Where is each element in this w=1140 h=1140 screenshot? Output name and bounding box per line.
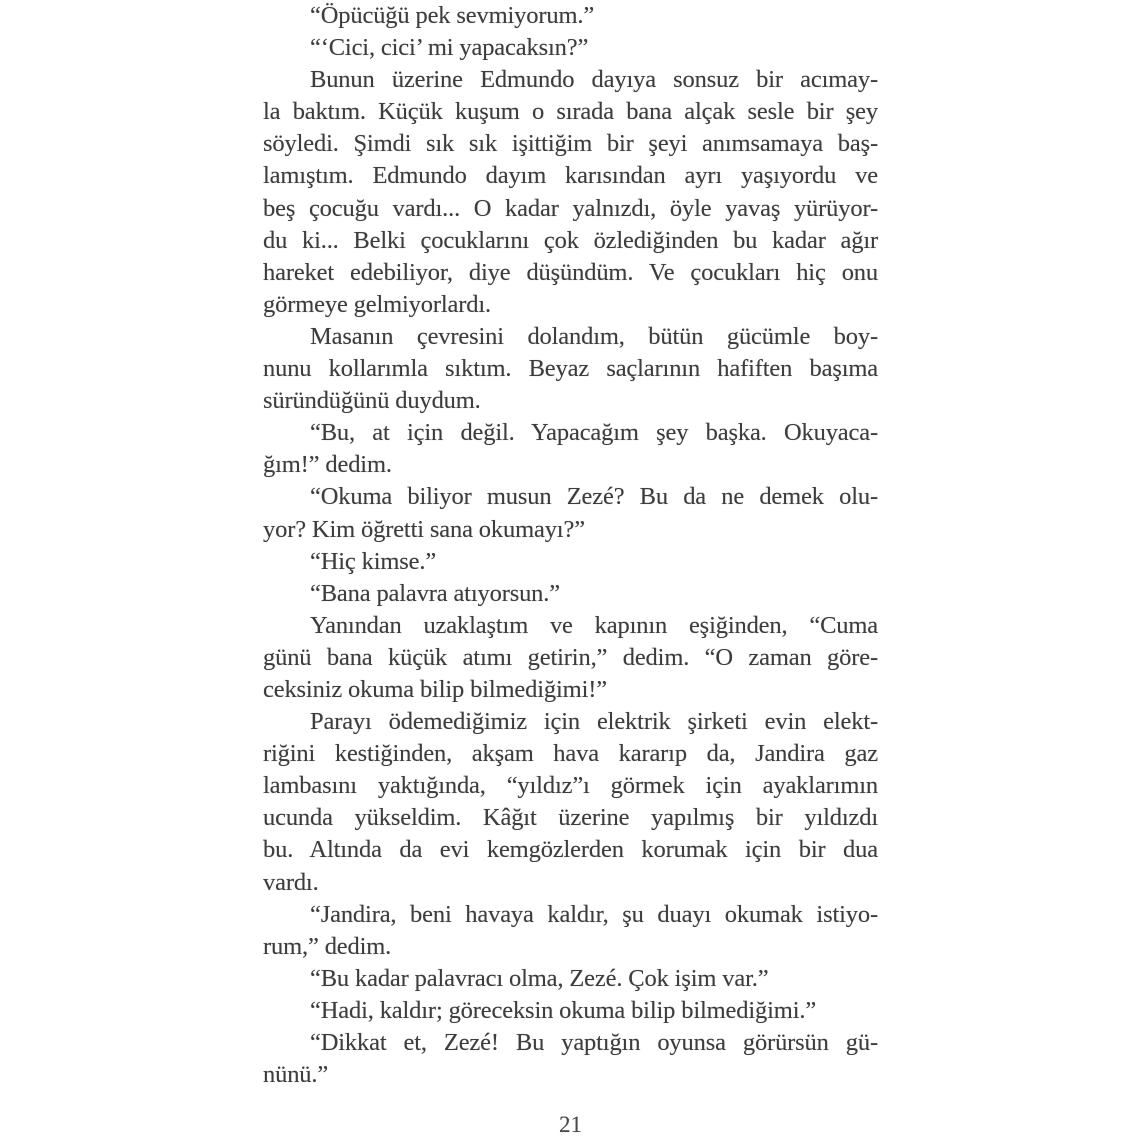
text-line: lambasını yaktığında, “yıldız”ı görmek için ayaklarımın [263, 772, 878, 800]
text-line: günü bana küçük atımı getirin,” dedim. “O zaman göre- [263, 643, 878, 671]
text-line: “Bu, at için değil. Yapacağım şey başka. Okuyaca- [310, 419, 878, 447]
text-line: du ki... Belki çocuklarını çok özlediğinden bu kadar ağır [263, 226, 878, 254]
text-line: söyledi. Şimdi sık sık işittiğim bir şeyi anımsamaya baş- [263, 130, 878, 158]
text-line: “‘Cici, cici’ mi yapacaksın?” [310, 34, 589, 62]
text-line: Bunun üzerine Edmundo dayıya sonsuz bir acımay- [310, 66, 878, 94]
text-line: nunu kollarımla sıktım. Beyaz saçlarının hafiften başıma [263, 355, 878, 383]
text-line: süründüğünü duydum. [263, 387, 481, 415]
text-line: nünü.” [263, 1061, 329, 1089]
text-line: “Bana palavra atıyorsun.” [310, 579, 560, 607]
text-line: bu. Altında da evi kemgözlerden korumak için bir dua [263, 836, 878, 864]
text-line: la baktım. Küçük kuşum o sırada bana alçak sesle bir şey [263, 98, 878, 126]
text-line: görmeye gelmiyorlardı. [263, 290, 492, 318]
text-line: Parayı ödemediğimiz için elektrik şirketi evin elekt- [310, 708, 878, 736]
text-line: “Hadi, kaldır; göreceksin okuma bilip bilmediğimi.” [310, 996, 817, 1024]
text-line: “Öpücüğü pek sevmiyorum.” [310, 2, 595, 29]
text-line: ğım!” dedim. [263, 451, 392, 479]
text-line: “Jandira, beni havaya kaldır, şu duayı okumak istiyo- [310, 900, 878, 928]
text-line: lamıştım. Edmundo dayım karısından ayrı yaşıyordu ve [263, 162, 878, 190]
text-line: “Hiç kimse.” [310, 547, 437, 575]
text-line: riğini kestiğinden, akşam hava kararıp da, Jandira gaz [263, 740, 878, 768]
text-line: Yanından uzaklaştım ve kapının eşiğinden, “Cuma [310, 611, 878, 639]
text-line: yor? Kim öğretti sana okumayı?” [263, 515, 585, 543]
text-line: vardı. [263, 868, 319, 896]
text-line: hareket edebiliyor, diye düşündüm. Ve çocukları hiç onu [263, 258, 878, 286]
text-line: ucunda yükseldim. Kâğıt üzerine yapılmış bir yıldızdı [263, 804, 878, 832]
text-line: beş çocuğu vardı... O kadar yalnızdı, öyle yavaş yürüyor- [263, 194, 878, 222]
text-line: “Okuma biliyor musun Zezé? Bu da ne demek olu- [310, 483, 878, 511]
text-line: rum,” dedim. [263, 932, 392, 960]
page-number: 21 [559, 1112, 582, 1137]
text-line: “Bu kadar palavracı olma, Zezé. Çok işim var.” [310, 964, 769, 992]
text-line: ceksiniz okuma bilip bilmediğimi!” [263, 675, 607, 703]
text-line: Masanın çevresini dolandım, bütün gücümle boy- [310, 322, 878, 350]
text-line: “Dikkat et, Zezé! Bu yaptığın oyunsa görürsün gü- [310, 1029, 878, 1056]
text-block [263, 0, 878, 1091]
